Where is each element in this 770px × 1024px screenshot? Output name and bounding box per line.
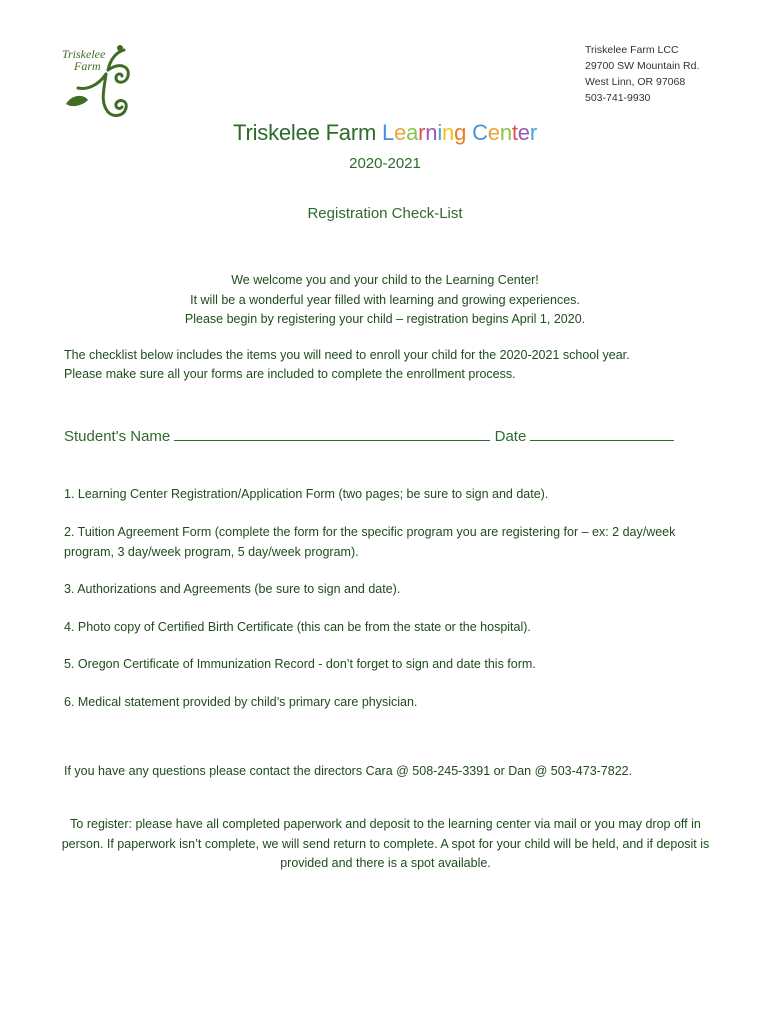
title-letter: L — [382, 120, 395, 145]
title-letter: e — [487, 120, 500, 145]
school-year: 2020-2021 — [349, 155, 421, 172]
title-letter: r — [418, 120, 426, 145]
checklist-item: 4. Photo copy of Certified Birth Certificate (this can be from the state or the hospital). — [64, 620, 531, 634]
triskelee-farm-logo — [60, 40, 140, 122]
intro-line: The checklist below includes the items you will need to enroll your child for the 2020-2021 school year. — [64, 348, 630, 362]
address-block — [585, 42, 699, 106]
title-letter: e — [517, 120, 530, 145]
title-center-word — [472, 120, 537, 145]
logo-text-line2: Farm — [74, 59, 101, 73]
checklist-subtitle: Registration Check-List — [307, 205, 463, 222]
title-letter: e — [394, 120, 407, 145]
title-letter: t — [511, 120, 518, 145]
street-address: 29700 SW Mountain Rd. — [585, 60, 700, 72]
page-title — [0, 120, 770, 146]
date-blank[interactable] — [530, 426, 674, 441]
title-letter: a — [406, 120, 419, 145]
student-info-row — [64, 426, 674, 445]
intro-line: Please make sure all your forms are included to complete the enrollment process. — [64, 367, 516, 381]
welcome-line: It will be a wonderful year filled with learning and growing experiences. — [190, 292, 580, 307]
student-name-label: Student's Name — [64, 428, 171, 445]
title-prefix: Triskelee Farm — [233, 120, 383, 145]
student-name-blank[interactable] — [174, 426, 490, 441]
logo-text-line1: Triskelee — [62, 47, 106, 61]
company-name: Triskelee Farm LCC — [585, 44, 679, 56]
welcome-message — [0, 271, 770, 330]
checklist-item: 1. Learning Center Registration/Application Form (two pages; be sure to sign and date). — [64, 487, 549, 501]
registration-instructions: To register: please have all completed paperwork and deposit to the learning center via mail or you may drop off in person. If paperwork isn’t complete, we will send return to complete. A spot for your child will be held, and if deposit is provided and there is a spot available. — [61, 817, 710, 870]
date-label: Date — [494, 428, 527, 445]
welcome-line: Please begin by registering your child – registration begins April 1, 2020. — [184, 312, 586, 326]
title-letter: C — [472, 120, 488, 145]
title-letter: g — [454, 120, 467, 145]
checklist-item: 3. Authorizations and Agreements (be sure to sign and date). — [64, 582, 401, 596]
welcome-line: We welcome you and your child to the Learning Center! — [231, 273, 539, 287]
title-learning-word — [382, 120, 466, 145]
title-letter: n — [442, 120, 455, 145]
checklist-item: 5. Oregon Certificate of Immunization Record - don’t forget to sign and date this form. — [64, 657, 536, 671]
contact-info: If you have any questions please contact the directors Cara @ 508-245-3391 or Dan @ 503-473-7822. — [64, 764, 633, 778]
title-letter: i — [437, 120, 443, 145]
checklist-item: 6. Medical statement provided by child’s primary care physician. — [64, 695, 418, 709]
intro-paragraph — [64, 346, 724, 384]
title-letter: r — [529, 120, 537, 145]
title-letter: n — [425, 120, 438, 145]
title-letter: n — [499, 120, 512, 145]
checklist-item: 2. Tuition Agreement Form (complete the form for the specific program you are registering for – ex: 2 day/week program, 3 day/week program, 5 day/week program). — [64, 525, 676, 559]
city-state-zip: West Linn, OR 97068 — [585, 76, 686, 88]
phone-number: 503-741-9930 — [585, 92, 651, 104]
